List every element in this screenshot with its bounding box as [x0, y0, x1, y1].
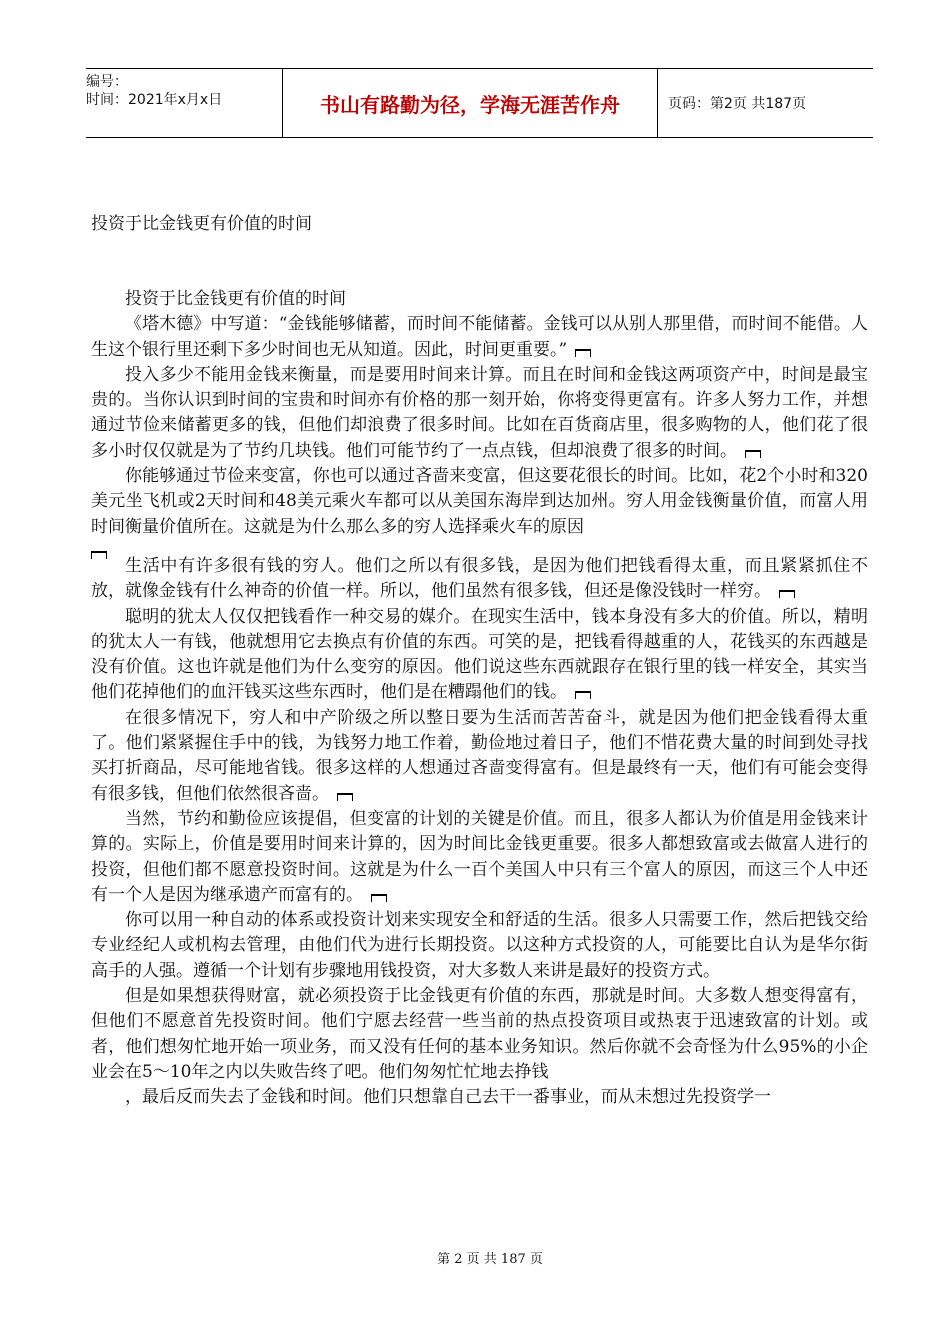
- document-body: [91, 287, 868, 1111]
- paragraph-text: 投入多少不能用金钱来衡量，而是要用时间来计算。而且在时间和金钱这两项资产中，时间是最宝贵的。当你认识到时间的宝贵和时间亦有价格的那一刻开始，你将变得更富有。许多人努力工作，并想通过节俭来储蓄更多的钱，但他们却浪费了很多时间。比如在百货商店里，很多购物的人，他们花了很多小时仅仅就是为了节约几块钱。他们可能节约了一点点钱，但却浪费了很多的时间。: [91, 364, 868, 461]
- paragraph-text: 《塔木德》中写道：“金钱能够储蓄，而时间不能储蓄。金钱可以从别人那里借，而时间不能借。人生这个银行里还剩下多少时间也无从知道。因此，时间更重要。”: [91, 314, 868, 360]
- paragraph-text: 你可以用一种自动的体系或投资计划来实现安全和舒适的生活。很多人只需要工作，然后把钱交给专业经纪人或机构去管理，由他们代为进行长期投资。以这种方式投资的人，可能要比自认为是华尔街高手的人强。遵循一个计划有步骤地用钱投资，对大多数人来讲是最好的投资方式。: [91, 910, 868, 981]
- paragraph: [91, 464, 868, 540]
- paragraph-mark-icon: [575, 691, 591, 699]
- paragraph-mark-icon: [371, 894, 387, 902]
- paragraph-mark-icon: [91, 551, 107, 559]
- paragraph: [91, 706, 868, 807]
- paragraph: [91, 363, 868, 464]
- paragraph: [91, 908, 868, 984]
- paragraph: [91, 807, 868, 908]
- paragraph-text: 投资于比金钱更有价值的时间: [125, 289, 346, 309]
- header-motto: 书山有路勤为径，学海无涯苦作舟: [282, 69, 658, 137]
- paragraph: [91, 554, 868, 605]
- document-title: 投资于比金钱更有价值的时间: [91, 214, 312, 234]
- page-footer: 第 2 页 共 187 页: [437, 1252, 543, 1267]
- paragraph-break: [91, 540, 868, 554]
- paragraph: [91, 312, 868, 363]
- number-label: 编号：: [86, 74, 128, 90]
- paragraph-text: 当然，节约和勤俭应该提倡，但变富的计划的关键是价值。而且，很多人都认为价值是用金钱来计算的。实际上，价值是要用时间来计算的，因为时间比金钱更重要。很多人都想致富或去做富人进行的投资，但他们都不愿意投资时间。这就是为什么一百个美国人中只有三个富人的原因，而这三个人中还有一个人是因为继承遗产而富有的。: [91, 808, 868, 905]
- paragraph: [91, 1085, 868, 1110]
- paragraph-mark-icon: [337, 793, 353, 801]
- paragraph: [91, 287, 868, 312]
- paragraph: [91, 984, 868, 1085]
- header-table: [86, 68, 873, 138]
- paragraph-text: 但是如果想获得财富，就必须投资于比金钱更有价值的东西，那就是时间。大多数人想变得富有，但他们不愿意首先投资时间。他们宁愿去经营一些当前的热点投资项目或热衷于迅速致富的计划。或者，他们想匆忙地开始一项业务，而又没有任何的基本业务知识。然后你就不会奇怪为什么95%的小企业会在5～10年之内以失败告终了吧。他们匆匆忙忙地去挣钱: [91, 986, 868, 1082]
- paragraph: [91, 605, 868, 706]
- paragraph-mark-icon: [575, 349, 591, 357]
- paragraph-text: 你能够通过节俭来变富，你也可以通过吝啬来变富，但这要花很长的时间。比如，花2个小时和320美元坐飞机或2天时间和48美元乘火车都可以从美国东海岸到达加州。穷人用金钱衡量价值，而富人用时间衡量价值所在。这就是为什么那么多的穷人选择乘火车的原因: [91, 466, 868, 537]
- paragraph-text: 生活中有许多很有钱的穷人。他们之所以有很多钱，是因为他们把钱看得太重，而且紧紧抓住不放，就像金钱有什么神奇的价值一样。所以，他们虽然有很多钱，但还是像没钱时一样穷。: [91, 555, 868, 602]
- time-label: 时间：2021年x月x日: [86, 92, 223, 108]
- header-meta: [86, 69, 282, 137]
- paragraph-text: 聪明的犹太人仅仅把钱看作一种交易的媒介。在现实生活中，钱本身没有多大的价值。所以，精明的犹太人一有钱，他就想用它去换点有价值的东西。可笑的是，把钱看得越重的人，花钱买的东西越是没有价值。这也许就是他们为什么变穷的原因。他们说这些东西就跟存在银行里的钱一样安全，其实当他们花掉他们的血汗钱买这些东西时，他们是在糟蹋他们的钱。: [91, 606, 868, 703]
- paragraph-text: ，最后反而失去了金钱和时间。他们只想靠自己去干一番事业，而从未想过先投资学一: [125, 1087, 771, 1108]
- paragraph-text: 在很多情况下，穷人和中产阶级之所以整日要为生活而苦苦奋斗，就是因为他们把金钱看得太重了。他们紧紧握住手中的钱，为钱努力地工作着，勤俭地过着日子，他们不惜花费大量的时间到处寻找买打折商品，尽可能地省钱。很多这样的人想通过吝啬变得富有。但是最终有一天，他们有可能会变得有很多钱，但他们依然很吝啬。: [91, 707, 868, 804]
- paragraph-mark-icon: [779, 590, 795, 598]
- paragraph-mark-icon: [745, 450, 761, 458]
- header-page-info: 页码：第2页 共187页: [668, 96, 807, 112]
